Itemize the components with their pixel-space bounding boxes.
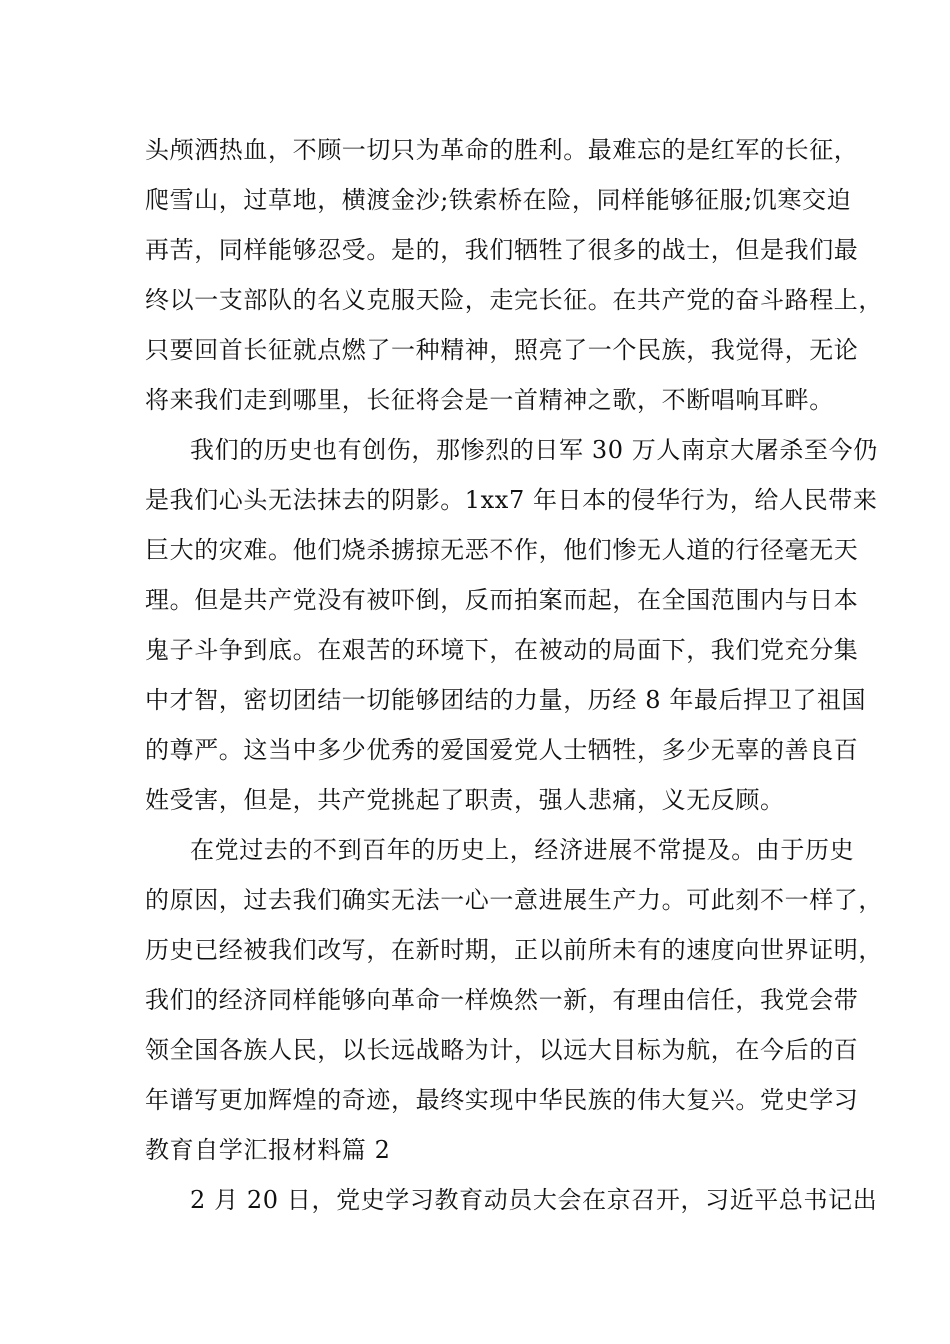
- text-line: 的尊严。这当中多少优秀的爱国爱党人士牺牲，多少无辜的善良百: [145, 736, 859, 764]
- text-line: 的原因，过去我们确实无法一心一意进展生产力。可此刻不一样了，: [145, 886, 883, 914]
- text-line: 再苦，同样能够忍受。是的，我们牺牲了很多的战士，但是我们最: [145, 236, 859, 264]
- text-line: 年谱写更加辉煌的奇迹，最终实现中华民族的伟大复兴。党史学习: [145, 1086, 859, 1114]
- text-line: 历史已经被我们改写，在新时期，正以前所未有的速度向世界证明，: [145, 936, 883, 964]
- paragraph-first-line: 我们的历史也有创伤，那惨烈的日军 30 万人南京大屠杀至今仍: [190, 436, 878, 464]
- text-line: 爬雪山，过草地，横渡金沙;铁索桥在险，同样能够征服;饥寒交迫: [145, 186, 852, 214]
- text-line: 巨大的灾难。他们烧杀掳掠无恶不作，他们惨无人道的行径毫无天: [145, 536, 859, 564]
- text-line: 终以一支部队的名义克服天险，走完长征。在共产党的奋斗路程上，: [145, 286, 883, 314]
- text-line: 是我们心头无法抹去的阴影。1xx7 年日本的侵华行为，给人民带来: [145, 486, 878, 514]
- paragraph-first-line: 2 月 20 日，党史学习教育动员大会在京召开，习近平总书记出: [190, 1186, 878, 1214]
- text-line: 领全国各族人民，以长远战略为计，以远大目标为航，在今后的百: [145, 1036, 859, 1064]
- text-line: 中才智，密切团结一切能够团结的力量，历经 8 年最后捍卫了祖国: [145, 686, 867, 714]
- text-line: 将来我们走到哪里，长征将会是一首精神之歌，不断唱响耳畔。: [145, 386, 834, 414]
- text-line: 理。但是共产党没有被吓倒，反而拍案而起，在全国范围内与日本: [145, 586, 859, 614]
- paragraph-first-line: 在党过去的不到百年的历史上，经济进展不常提及。由于历史: [190, 836, 855, 864]
- text-line: 教育自学汇报材料篇 2: [145, 1136, 391, 1164]
- text-line: 我们的经济同样能够向革命一样焕然一新，有理由信任，我党会带: [145, 986, 859, 1014]
- text-line: 只要回首长征就点燃了一种精神，照亮了一个民族，我觉得，无论: [145, 336, 859, 364]
- text-line: 头颅洒热血，不顾一切只为革命的胜利。最难忘的是红军的长征，: [145, 136, 859, 164]
- text-line: 姓受害，但是，共产党挑起了职责，强人悲痛，义无反顾。: [145, 786, 785, 814]
- text-line: 鬼子斗争到底。在艰苦的环境下，在被动的局面下，我们党充分集: [145, 636, 859, 664]
